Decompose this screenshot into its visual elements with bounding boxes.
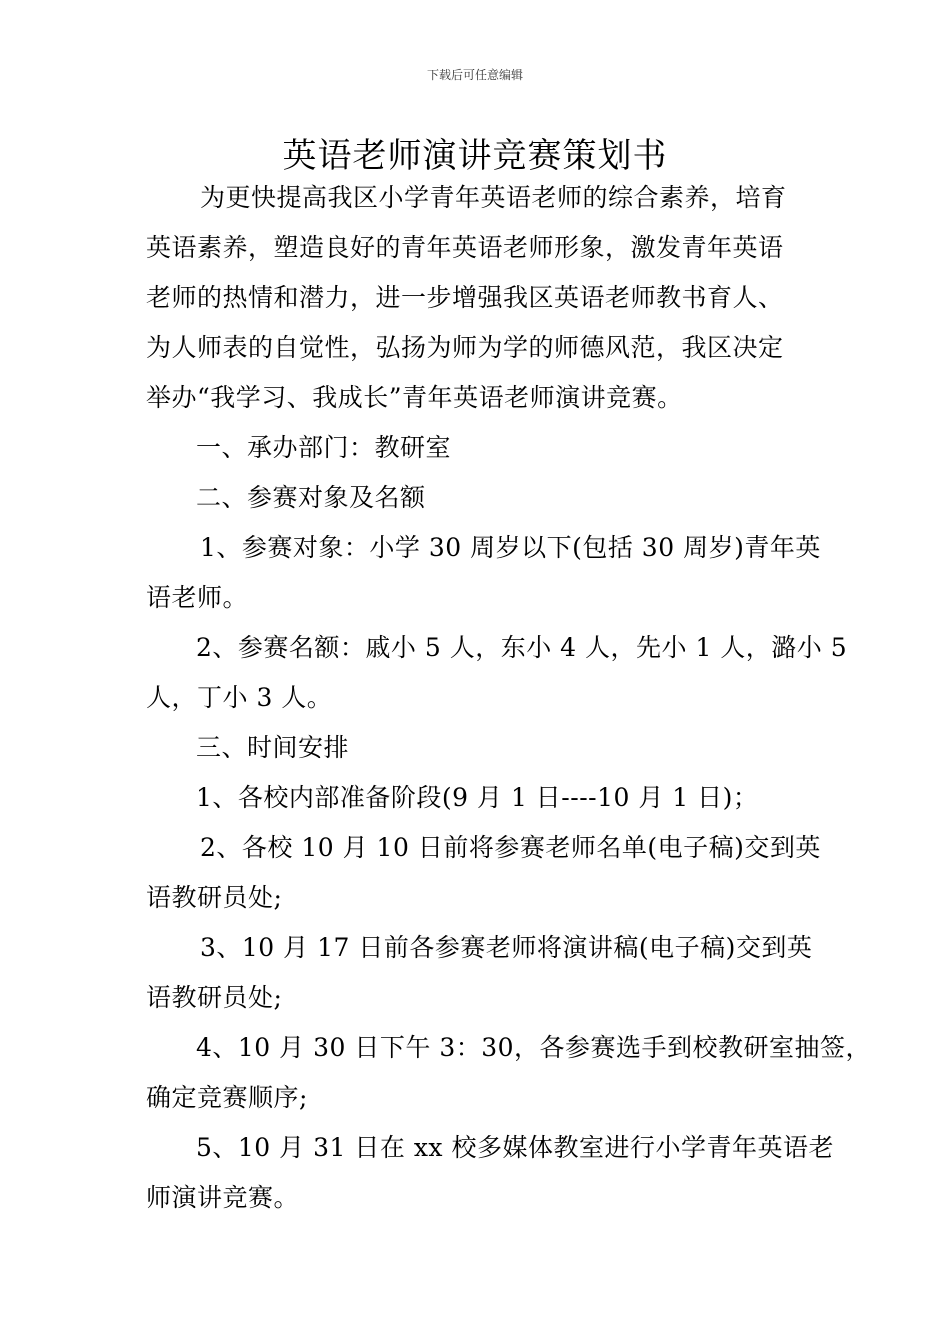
body-line: 2、各校 10 月 10 日前将参赛老师名单(电子稿)交到英	[200, 833, 821, 862]
body-line: 老师的热情和潜力，进一步增强我区英语老师教书育人、	[146, 283, 784, 312]
body-line: 3、10 月 17 日前各参赛老师将演讲稿(电子稿)交到英	[200, 933, 813, 962]
body-line: 语教研员处;	[146, 983, 283, 1012]
body-line: 为人师表的自觉性，弘扬为师为学的师德风范，我区决定	[146, 333, 784, 362]
body-line: 英语素养，塑造良好的青年英语老师形象，激发青年英语	[146, 233, 784, 262]
body-line: 2、参赛名额：戚小 5 人，东小 4 人，先小 1 人，潞小 5	[196, 633, 848, 662]
page-title: 英语老师演讲竞赛策划书	[282, 136, 668, 176]
section-heading: 一、承办部门：教研室	[196, 433, 452, 462]
body-line: 确定竞赛顺序;	[146, 1083, 308, 1112]
section-heading: 二、参赛对象及名额	[196, 483, 426, 512]
body-line: 人，丁小 3 人。	[146, 683, 333, 712]
body-line: 语教研员处;	[146, 883, 283, 912]
body-line: 为更快提高我区小学青年英语老师的综合素养，培育	[200, 183, 787, 212]
section-heading: 三、时间安排	[196, 733, 350, 762]
body-line: 1、参赛对象：小学 30 周岁以下(包括 30 周岁)青年英	[200, 533, 821, 562]
body-line: 4、10 月 30 日下午 3：30，各参赛选手到校教研室抽签，	[196, 1033, 872, 1062]
body-line: 1、各校内部准备阶段(9 月 1 日----10 月 1 日)；	[196, 783, 759, 812]
header-note: 下载后可任意编辑	[426, 68, 523, 82]
body-line: 5、10 月 31 日在 xx 校多媒体教室进行小学青年英语老	[196, 1133, 834, 1162]
body-line: 语老师。	[146, 583, 249, 612]
body-line: 师演讲竞赛。	[146, 1183, 300, 1212]
body-line: 举办“我学习、我成长”青年英语老师演讲竞赛。	[146, 383, 683, 412]
